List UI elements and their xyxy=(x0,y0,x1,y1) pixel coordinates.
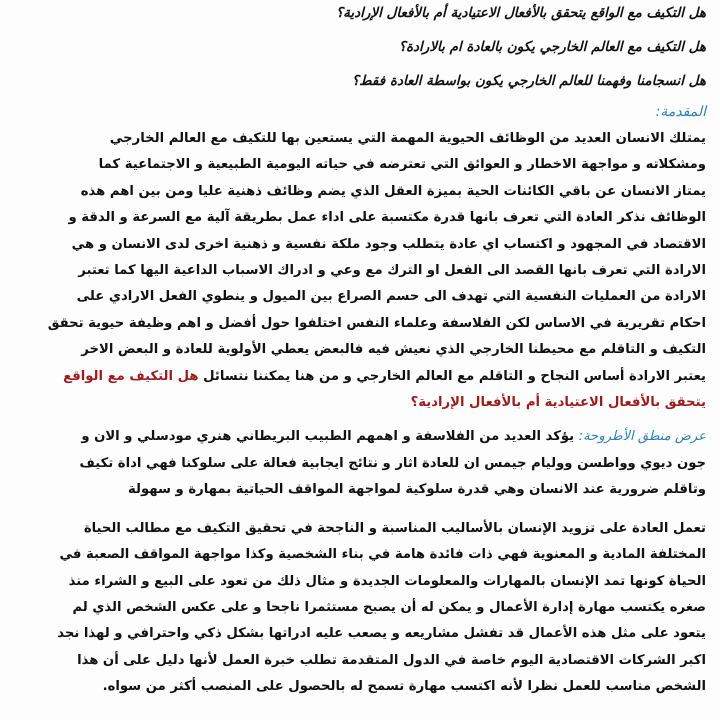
presentation-line: جون ديوي وواطسن ووليام جيمس ان للعادة اثار و نتائج ايجابية فعالة على سلوكنا فهي اداة تكيف xyxy=(79,455,706,471)
intro-line: التكيف و التاقلم مع محيطنا الخارجي الذي نعيش فيه فالبعض يعطي الأولوية للعادة و البعض الاخر xyxy=(81,342,706,358)
habit-line: تعمل العادة على تزويد الإنسان بالأساليب المناسبة و الناجحة في تحقيق التكيف مع مطالب الحياة xyxy=(83,520,706,536)
habit-line: صغره يكتسب مهارة إدارة الأعمال و يمكن له أن يصبح مستثمرا ناجحا و على عكس الشخص الذي لم xyxy=(72,599,706,615)
intro-line: ومشكلاته و مواجهة الاخطار و العوائق التي تعترضه في حياته اليومية الطبيعية و الاجتماعية كما xyxy=(98,157,706,173)
intro-line: احكام تقريرية في الاساس لكن الفلاسفة وعلماء النفس اختلفوا حول أفضل و اهم وظيفة حيوية تحقق xyxy=(47,315,706,331)
intro-paragraph xyxy=(20,126,706,416)
habit-line: الشخص مناسب للعمل نظرا لأنه اكتسب مهارة تسمح له بالحصول على المنصب أكثر من سواه. xyxy=(102,679,706,695)
intro-line: الارادة من العمليات النفسية التي تهدف الى حسم الصراع بين الميول و ينطوي الفعل الارادي على xyxy=(76,289,706,305)
habit-line: يتعود على مثل هذه الأعمال قد تفشل مشاريعه و يصعب عليه ادراتها بشكل ذكي واحترافي و لهذا نجد xyxy=(57,626,706,642)
intro-line: الارادة التي تعرف بانها القصد الى الفعل او الترك مع وعي و ادراك الاسباب الداعية اليها كما تعتبر xyxy=(78,263,706,279)
question-3: هل انسجامنا وفهمنا للعالم الخارجي يكون بواسطة العادة فقط؟ xyxy=(351,73,706,89)
presentation-line: وتاقلم ضرورية عند الانسان وهي قدرة سلوكية لمواجهة المواقف الحياتية بمهارة و سهولة xyxy=(128,482,706,498)
problem-question-start: هل التكيف مع الواقع xyxy=(63,368,199,384)
presentation-first-line xyxy=(20,424,706,450)
intro-line: يمتلك الانسان العديد من الوظائف الحيوية المهمة التي يستعين بها للتكيف مع العالم الخارجي xyxy=(109,131,706,146)
presentation-title: عرض منطق الأطروحة: xyxy=(578,429,706,445)
intro-last-line-text: يعتبر الارادة أساس النجاح و التاقلم مع العالم الخارجي و من هنا يمكننا نتسائل xyxy=(198,368,706,384)
presentation-paragraph xyxy=(20,424,706,503)
intro-line: يمتاز الانسان عن باقي الكائنات الحية بميزة العقل الذي يضم وظائف ذهنية عليا ومن بين اهم هذه xyxy=(80,183,706,199)
habit-line: اكبر الشركات الاقتصادية اليوم خاصة في الدول المتقدمة تطلب خبرة العمل لأنها دليل على أن هذا xyxy=(77,652,706,668)
intro-last-line xyxy=(20,364,706,390)
intro-line: الاقتصاد في المجهود و اكتساب اي عادة يتطلب وجود ملكة نفسية و ذهنية اخرى لدى الانسان و هي xyxy=(71,236,706,252)
presentation-first-line-text: يؤكد العديد من الفلاسفة و اهمهم الطبيب البريطاني هنري مودسلي و الان و xyxy=(81,429,579,445)
habit-line: الحياة كونها تمد الإنسان بالمهارات والمعلومات الجديدة و مثال ذلك من تعود على البيع و الشراء منذ xyxy=(68,573,706,589)
problem-question-end: يتحقق بالأفعال الاعتيادية أم بالأفعال الإرادية؟ xyxy=(410,395,706,411)
habit-line: المختلفة المادية و المعنوية فهي ذات فائدة هامة في بناء الشخصية وكذا مواجهة المواقف الصعبة في xyxy=(59,547,706,563)
habit-paragraph xyxy=(20,516,706,701)
question-1: هل التكيف مع الواقع يتحقق بالأفعال الاعتيادية أم بالأفعال الإرادية؟ xyxy=(335,5,706,21)
intro-title: المقدمة: xyxy=(655,104,706,120)
question-2: هل التكيف مع العالم الخارجي يكون بالعادة ام بالارادة؟ xyxy=(398,39,706,55)
intro-line: الوظائف نذكر العادة التي تعرف بانها قدرة مكتسبة على اداء عمل بطريقة آلية مع السرعة و الدقة و xyxy=(68,210,706,226)
